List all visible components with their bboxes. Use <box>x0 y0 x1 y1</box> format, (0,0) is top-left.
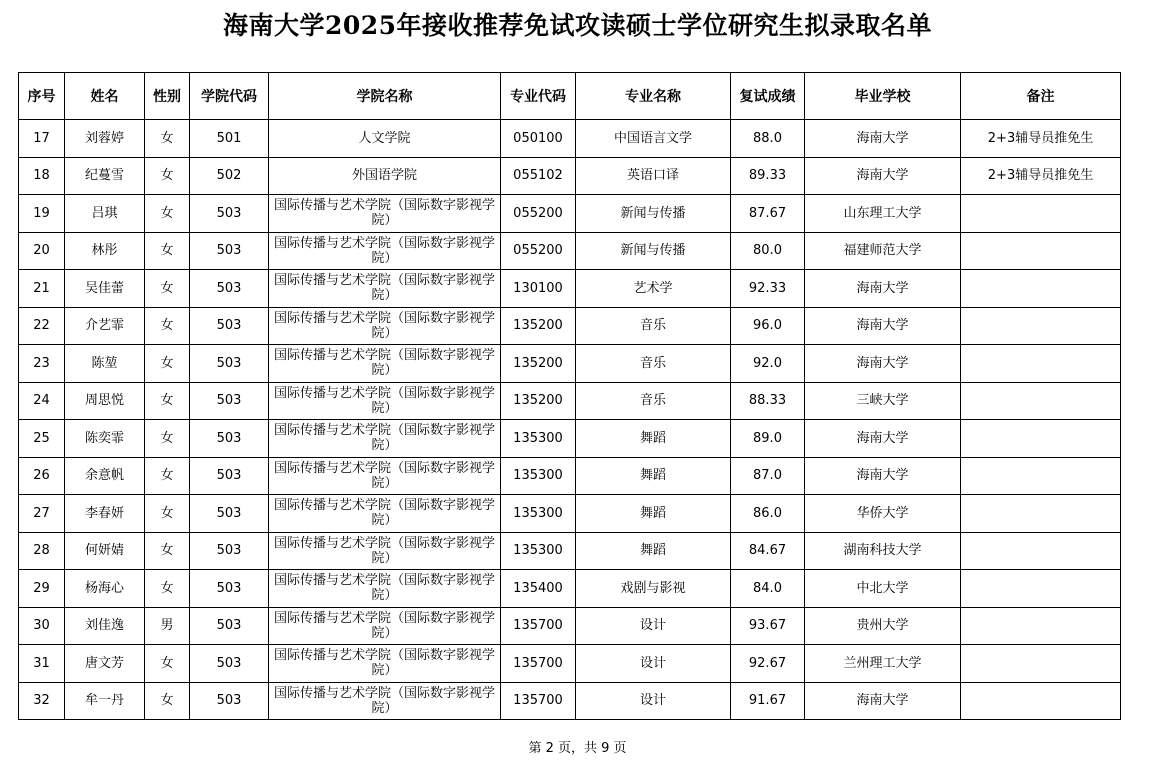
cell-remarks <box>961 682 1121 720</box>
cell-college-name: 国际传播与艺术学院（国际数字影视学院） <box>269 607 501 645</box>
cell-major-code: 135200 <box>501 345 576 383</box>
cell-seq: 24 <box>19 382 65 420</box>
cell-major-code: 135700 <box>501 645 576 683</box>
cell-graduate-school: 湖南科技大学 <box>805 532 961 570</box>
cell-major-name: 音乐 <box>576 307 731 345</box>
cell-major-code: 055102 <box>501 157 576 195</box>
cell-college-name: 国际传播与艺术学院（国际数字影视学院） <box>269 420 501 458</box>
cell-retest-score: 88.0 <box>731 120 805 158</box>
table-header-row <box>19 73 1121 120</box>
cell-college-name: 国际传播与艺术学院（国际数字影视学院） <box>269 570 501 608</box>
cell-gender: 女 <box>145 532 190 570</box>
cell-graduate-school: 海南大学 <box>805 457 961 495</box>
cell-college-name: 国际传播与艺术学院（国际数字影视学院） <box>269 382 501 420</box>
cell-remarks <box>961 495 1121 533</box>
cell-retest-score: 92.67 <box>731 645 805 683</box>
table-row <box>19 232 1121 270</box>
cell-name: 陈奕霏 <box>65 420 145 458</box>
cell-college-code: 503 <box>190 495 269 533</box>
cell-gender: 女 <box>145 495 190 533</box>
cell-graduate-school: 福建师范大学 <box>805 232 961 270</box>
cell-college-code: 503 <box>190 345 269 383</box>
table-row <box>19 157 1121 195</box>
cell-remarks <box>961 345 1121 383</box>
cell-seq: 26 <box>19 457 65 495</box>
cell-major-code: 135700 <box>501 607 576 645</box>
cell-retest-score: 91.67 <box>731 682 805 720</box>
cell-college-code: 503 <box>190 570 269 608</box>
cell-retest-score: 96.0 <box>731 307 805 345</box>
admission-table <box>18 72 1121 720</box>
table-row <box>19 270 1121 308</box>
cell-remarks <box>961 607 1121 645</box>
cell-major-name: 设计 <box>576 645 731 683</box>
cell-graduate-school: 山东理工大学 <box>805 195 961 233</box>
cell-name: 林彤 <box>65 232 145 270</box>
cell-major-name: 艺术学 <box>576 270 731 308</box>
cell-remarks <box>961 457 1121 495</box>
cell-graduate-school: 海南大学 <box>805 120 961 158</box>
cell-major-code: 135200 <box>501 382 576 420</box>
table-row <box>19 120 1121 158</box>
cell-major-code: 055200 <box>501 195 576 233</box>
cell-gender: 女 <box>145 157 190 195</box>
cell-retest-score: 93.67 <box>731 607 805 645</box>
cell-college-name: 国际传播与艺术学院（国际数字影视学院） <box>269 195 501 233</box>
cell-college-code: 501 <box>190 120 269 158</box>
cell-college-code: 503 <box>190 307 269 345</box>
cell-graduate-school: 海南大学 <box>805 270 961 308</box>
cell-remarks <box>961 570 1121 608</box>
cell-name: 杨海心 <box>65 570 145 608</box>
cell-college-name: 国际传播与艺术学院（国际数字影视学院） <box>269 457 501 495</box>
cell-major-code: 050100 <box>501 120 576 158</box>
cell-name: 周思悦 <box>65 382 145 420</box>
cell-name: 唐文芳 <box>65 645 145 683</box>
cell-retest-score: 89.33 <box>731 157 805 195</box>
table-row <box>19 682 1121 720</box>
cell-gender: 女 <box>145 645 190 683</box>
cell-major-name: 舞蹈 <box>576 420 731 458</box>
cell-retest-score: 92.0 <box>731 345 805 383</box>
cell-seq: 17 <box>19 120 65 158</box>
cell-name: 陈堃 <box>65 345 145 383</box>
table-row <box>19 307 1121 345</box>
cell-remarks <box>961 270 1121 308</box>
cell-name: 何妍婧 <box>65 532 145 570</box>
table-body <box>19 120 1121 720</box>
cell-college-code: 503 <box>190 232 269 270</box>
cell-college-code: 503 <box>190 457 269 495</box>
cell-retest-score: 88.33 <box>731 382 805 420</box>
cell-seq: 30 <box>19 607 65 645</box>
cell-seq: 29 <box>19 570 65 608</box>
cell-graduate-school: 海南大学 <box>805 420 961 458</box>
header-major-code: 专业代码 <box>501 73 576 120</box>
cell-gender: 女 <box>145 232 190 270</box>
cell-major-name: 英语口译 <box>576 157 731 195</box>
cell-gender: 女 <box>145 382 190 420</box>
table-row <box>19 420 1121 458</box>
cell-retest-score: 87.67 <box>731 195 805 233</box>
header-graduate-school: 毕业学校 <box>805 73 961 120</box>
cell-name: 纪蔓雪 <box>65 157 145 195</box>
cell-college-code: 503 <box>190 645 269 683</box>
cell-gender: 女 <box>145 682 190 720</box>
cell-remarks <box>961 307 1121 345</box>
header-college-code: 学院代码 <box>190 73 269 120</box>
cell-seq: 21 <box>19 270 65 308</box>
cell-major-name: 新闻与传播 <box>576 232 731 270</box>
cell-seq: 32 <box>19 682 65 720</box>
cell-college-name: 国际传播与艺术学院（国际数字影视学院） <box>269 495 501 533</box>
cell-remarks: 2+3辅导员推免生 <box>961 157 1121 195</box>
cell-major-code: 135300 <box>501 420 576 458</box>
cell-college-code: 503 <box>190 532 269 570</box>
cell-gender: 女 <box>145 420 190 458</box>
cell-name: 刘蓉婷 <box>65 120 145 158</box>
cell-seq: 20 <box>19 232 65 270</box>
header-major-name: 专业名称 <box>576 73 731 120</box>
cell-remarks <box>961 382 1121 420</box>
cell-name: 吴佳蕾 <box>65 270 145 308</box>
cell-major-name: 设计 <box>576 607 731 645</box>
cell-major-code: 135700 <box>501 682 576 720</box>
table-row <box>19 195 1121 233</box>
cell-college-code: 503 <box>190 682 269 720</box>
cell-gender: 女 <box>145 457 190 495</box>
cell-remarks: 2+3辅导员推免生 <box>961 120 1121 158</box>
cell-seq: 22 <box>19 307 65 345</box>
cell-college-name: 国际传播与艺术学院（国际数字影视学院） <box>269 532 501 570</box>
cell-gender: 女 <box>145 120 190 158</box>
cell-remarks <box>961 195 1121 233</box>
table-row <box>19 345 1121 383</box>
cell-remarks <box>961 420 1121 458</box>
cell-name: 吕琪 <box>65 195 145 233</box>
cell-retest-score: 86.0 <box>731 495 805 533</box>
cell-major-name: 舞蹈 <box>576 495 731 533</box>
cell-graduate-school: 海南大学 <box>805 157 961 195</box>
page-title: 海南大学2025年接收推荐免试攻读硕士学位研究生拟录取名单 <box>222 11 933 40</box>
table-row <box>19 607 1121 645</box>
header-college-name: 学院名称 <box>269 73 501 120</box>
header-remarks: 备注 <box>961 73 1121 120</box>
cell-retest-score: 84.67 <box>731 532 805 570</box>
cell-college-code: 503 <box>190 420 269 458</box>
cell-major-name: 音乐 <box>576 382 731 420</box>
cell-major-code: 135300 <box>501 457 576 495</box>
cell-college-name: 国际传播与艺术学院（国际数字影视学院） <box>269 345 501 383</box>
cell-remarks <box>961 645 1121 683</box>
cell-major-name: 舞蹈 <box>576 457 731 495</box>
cell-college-name: 国际传播与艺术学院（国际数字影视学院） <box>269 270 501 308</box>
table-row <box>19 495 1121 533</box>
cell-name: 余意帆 <box>65 457 145 495</box>
cell-graduate-school: 中北大学 <box>805 570 961 608</box>
table-row <box>19 382 1121 420</box>
header-retest-score: 复试成绩 <box>731 73 805 120</box>
cell-retest-score: 80.0 <box>731 232 805 270</box>
cell-major-code: 135300 <box>501 532 576 570</box>
cell-gender: 女 <box>145 270 190 308</box>
cell-major-code: 135300 <box>501 495 576 533</box>
cell-college-code: 503 <box>190 195 269 233</box>
cell-seq: 31 <box>19 645 65 683</box>
cell-graduate-school: 海南大学 <box>805 682 961 720</box>
cell-retest-score: 89.0 <box>731 420 805 458</box>
cell-major-name: 音乐 <box>576 345 731 383</box>
cell-seq: 18 <box>19 157 65 195</box>
cell-graduate-school: 兰州理工大学 <box>805 645 961 683</box>
cell-gender: 女 <box>145 345 190 383</box>
table-row <box>19 457 1121 495</box>
cell-graduate-school: 贵州大学 <box>805 607 961 645</box>
cell-graduate-school: 海南大学 <box>805 345 961 383</box>
table-row <box>19 570 1121 608</box>
cell-gender: 男 <box>145 607 190 645</box>
cell-college-name: 人文学院 <box>269 120 501 158</box>
cell-gender: 女 <box>145 195 190 233</box>
cell-graduate-school: 华侨大学 <box>805 495 961 533</box>
cell-seq: 27 <box>19 495 65 533</box>
header-seq: 序号 <box>19 73 65 120</box>
cell-retest-score: 92.33 <box>731 270 805 308</box>
cell-name: 牟一丹 <box>65 682 145 720</box>
cell-college-name: 国际传播与艺术学院（国际数字影视学院） <box>269 645 501 683</box>
cell-major-code: 130100 <box>501 270 576 308</box>
cell-retest-score: 87.0 <box>731 457 805 495</box>
cell-major-name: 舞蹈 <box>576 532 731 570</box>
header-name: 姓名 <box>65 73 145 120</box>
cell-major-code: 055200 <box>501 232 576 270</box>
cell-major-name: 设计 <box>576 682 731 720</box>
table-row <box>19 645 1121 683</box>
cell-seq: 19 <box>19 195 65 233</box>
table-row <box>19 532 1121 570</box>
cell-graduate-school: 三峡大学 <box>805 382 961 420</box>
cell-seq: 23 <box>19 345 65 383</box>
cell-name: 介艺霏 <box>65 307 145 345</box>
cell-college-code: 503 <box>190 382 269 420</box>
cell-remarks <box>961 532 1121 570</box>
cell-remarks <box>961 232 1121 270</box>
cell-seq: 28 <box>19 532 65 570</box>
cell-college-name: 国际传播与艺术学院（国际数字影视学院） <box>269 682 501 720</box>
cell-major-code: 135200 <box>501 307 576 345</box>
page-footer: 第 2 页，共 9 页 <box>528 741 627 756</box>
cell-name: 刘佳逸 <box>65 607 145 645</box>
cell-major-name: 戏剧与影视 <box>576 570 731 608</box>
cell-college-name: 国际传播与艺术学院（国际数字影视学院） <box>269 232 501 270</box>
cell-gender: 女 <box>145 570 190 608</box>
cell-retest-score: 84.0 <box>731 570 805 608</box>
cell-name: 李春妍 <box>65 495 145 533</box>
cell-graduate-school: 海南大学 <box>805 307 961 345</box>
cell-major-name: 中国语言文学 <box>576 120 731 158</box>
cell-seq: 25 <box>19 420 65 458</box>
cell-gender: 女 <box>145 307 190 345</box>
header-gender: 性别 <box>145 73 190 120</box>
cell-major-code: 135400 <box>501 570 576 608</box>
cell-major-name: 新闻与传播 <box>576 195 731 233</box>
cell-college-code: 502 <box>190 157 269 195</box>
cell-college-name: 国际传播与艺术学院（国际数字影视学院） <box>269 307 501 345</box>
cell-college-code: 503 <box>190 607 269 645</box>
cell-college-name: 外国语学院 <box>269 157 501 195</box>
cell-college-code: 503 <box>190 270 269 308</box>
